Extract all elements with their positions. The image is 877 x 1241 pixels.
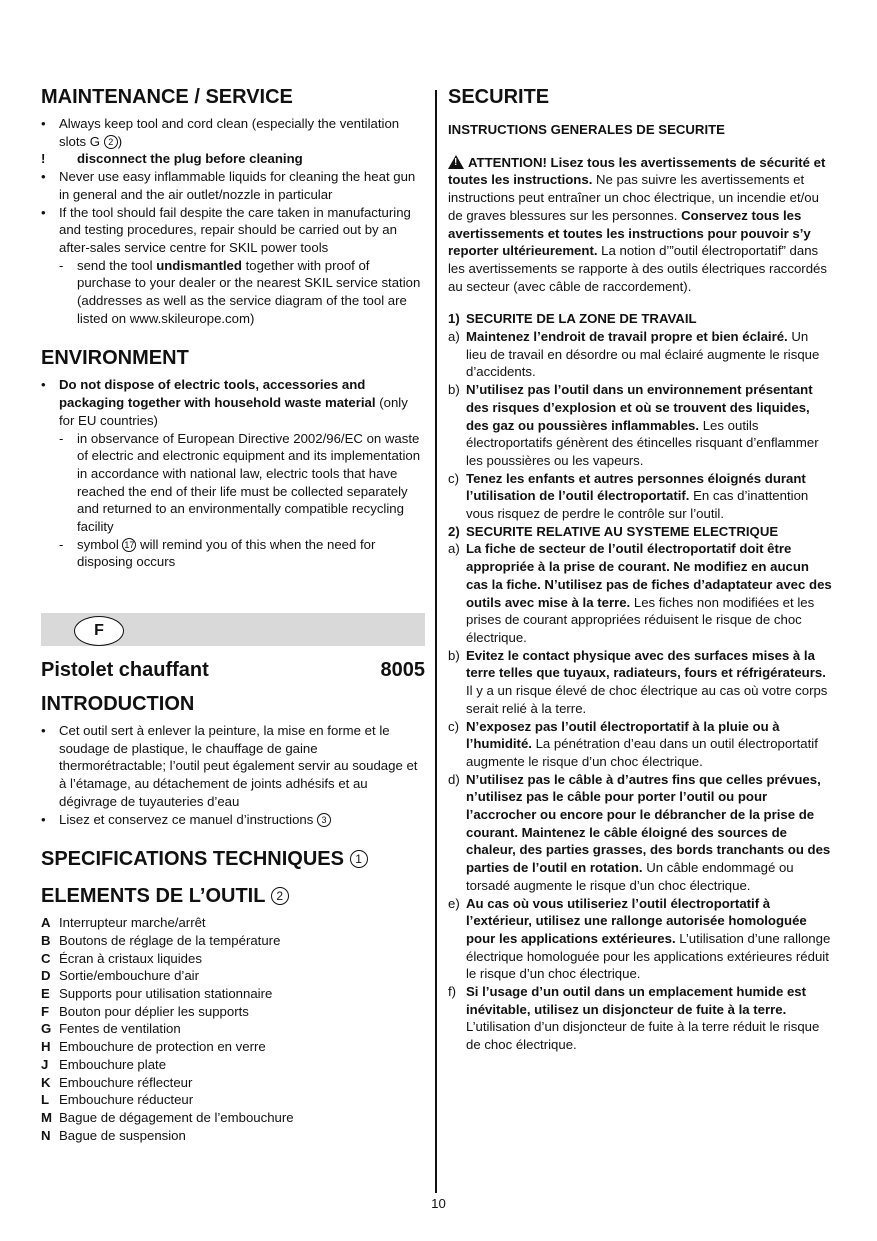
environment-sub-1: - in observance of European Directive 2002/96/EC on waste of electric and electronic equipment and its implementation in accordance with national law, electric tools that have reached the end of their life must be collected separately and returned to an environmentally compatible recycling facility xyxy=(59,430,421,535)
element-label: Bague de suspension xyxy=(59,1127,186,1143)
section-1-heading: 1) SECURITE DE LA ZONE DE TRAVAIL xyxy=(448,311,697,327)
element-key: D xyxy=(41,968,51,984)
elements-title: ELEMENTS DE L’OUTIL 2 xyxy=(41,882,425,910)
environment-bullet-1: • Do not dispose of electric tools, accessories and packaging together with household waste material (only for EU countries) xyxy=(41,377,408,428)
element-item xyxy=(41,1038,425,1056)
maintenance-title: MAINTENANCE / SERVICE xyxy=(41,86,293,108)
environment-sub-2: - symbol 17 will remind you of this when the need for disposing occurs xyxy=(59,536,376,570)
securite-title: SECURITE xyxy=(448,86,550,108)
element-item xyxy=(41,932,425,950)
element-item xyxy=(41,1056,425,1074)
language-bar xyxy=(41,613,425,646)
element-label: Interrupteur marche/arrêt xyxy=(59,915,206,931)
maintenance-sub-1: - send the tool undismantled together with proof of purchase to your dealer or the nearest SKIL service station (addresses as well as the service diagram of the tool are listed on www.skileurope.com) xyxy=(59,257,421,326)
specs-title: SPECIFICATIONS TECHNIQUES 1 xyxy=(41,845,425,873)
element-item xyxy=(41,950,425,968)
element-key: F xyxy=(41,1003,50,1019)
section-2-item-b: b) Evitez le contact physique avec des surfaces mises à la terre telles que tuyaux, radiateurs, fours et réfrigérateurs. Il y a un risque élevé de choc électrique au cas où votre corps serait relié à la terre. xyxy=(448,647,828,716)
section-2-item-a: a) La fiche de secteur de l’outil électroportatif doit être appropriée à la prise de courant. Ne modifiez en aucun cas la fiche. N’utilisez pas de fiches d’adaptateur avec des outils avec mise à la terre. Les fiches non modifiées et les prises de courant appropriées réduisent le risque de choc électrique. xyxy=(448,541,832,645)
product-title xyxy=(41,656,425,684)
section-2-item-c: c) N’exposez pas l’outil électroportatif à la pluie ou à l’humidité. La pénétration d’eau dans un outil électroportatif augmente le risque d’un choc électrique. xyxy=(448,718,818,769)
element-label: Supports pour utilisation stationnaire xyxy=(59,986,273,1002)
environment-title: ENVIRONMENT xyxy=(41,347,189,370)
element-item xyxy=(41,1003,425,1021)
product-name: Pistolet chauffant xyxy=(41,659,209,681)
element-key: C xyxy=(41,950,51,966)
element-item xyxy=(41,914,425,932)
element-key: H xyxy=(41,1039,51,1055)
maintenance-bullet-1: • Always keep tool and cord clean (especially the ventilation slots G 2 ) xyxy=(41,116,400,149)
introduction-bullet-1: • Cet outil sert à enlever la peinture, la mise en forme et le soudage de plastique, le chauffage de gaine thermorétractable; l’outil peut également servir au soudage et à l’étamage, au détachement de joints adhésifs et au dégivrage de tuyauteries d’eau xyxy=(41,723,418,809)
element-key: B xyxy=(41,932,51,948)
attention-paragraph: !ATTENTION! Lisez tous les avertissements de sécurité et toutes les instructions. Ne pas suivre les avertissements et instructions peut entraîner un choc électrique, un incendie et/ou de graves blessures sur les personnes. Conservez tous les avertissements et toutes les instructions pour pouvoir s’y reporter ultérieurement. La notion d’”outil électroportatif” dans les avertissements se rapporte à des outils électriques raccordés au secteur (avec câble de raccordement). xyxy=(448,154,832,296)
element-item xyxy=(41,967,425,985)
product-model: 8005 xyxy=(380,659,425,681)
ref-17-icon: 17 xyxy=(124,539,135,550)
left-column-bottom xyxy=(41,690,425,1144)
element-label: Embouchure réducteur xyxy=(59,1092,194,1108)
section-2-item-f: f) Si l’usage d’un outil dans un emplacement humide est inévitable, utilisez un disjoncteur de fuite à la terre. L’utilisation d’un disjoncteur de fuite à la terre réduit le risque de choc électrique. xyxy=(448,984,820,1053)
element-key: E xyxy=(41,986,50,1002)
maintenance-bullet-2: • Never use easy inflammable liquids for cleaning the heat gun in general and the air outlet/nozzle in particular xyxy=(41,169,416,202)
element-item xyxy=(41,1109,425,1127)
column-divider xyxy=(435,90,437,1193)
ref-2-icon: 2 xyxy=(271,887,289,905)
introduction-bullet-2: • Lisez et conservez ce manuel d’instructions 3 xyxy=(41,811,425,829)
element-key: M xyxy=(41,1109,52,1125)
element-item xyxy=(41,1074,425,1092)
maintenance-bullet-3: • If the tool should fail despite the care taken in manufacturing and testing procedures, repair should be carried out by an after-sales service centre for SKIL power tools xyxy=(41,204,411,255)
elements-list xyxy=(41,914,425,1144)
ref-3-icon: 3 xyxy=(317,813,331,827)
element-label: Embouchure de protection en verre xyxy=(59,1039,266,1055)
page-number: 10 xyxy=(431,1196,446,1211)
element-label: Embouchure réflecteur xyxy=(59,1074,193,1090)
section-2-item-d: d) N’utilisez pas le câble à d’autres fins que celles prévues, n’utilisez pas le câble pour porter l’outil ou pour l’accrocher ou encore pour le débrancher de la prise de courant. Maintenez le câble éloigné des sources de chaleur, des parties grasses, des bords tranchants ou des parties de l’outil en rotation. Un câble endommagé ou torsadé augmente le risque d’un choc électrique. xyxy=(448,771,831,893)
element-key: K xyxy=(41,1074,51,1090)
warning-icon xyxy=(448,155,464,169)
left-column-top xyxy=(41,83,425,571)
securite-subtitle: INSTRUCTIONS GENERALES DE SECURITE xyxy=(448,122,725,137)
language-badge: F xyxy=(74,616,124,646)
ref-1-icon: 1 xyxy=(350,850,368,868)
element-label: Écran à cristaux liquides xyxy=(59,950,202,966)
element-key: L xyxy=(41,1092,50,1108)
section-1-item-b: b) N’utilisez pas l’outil dans un environnement présentant des risques d’explosion et où se trouvent des liquides, des gaz ou poussières inflammables. Les outils électroportatifs génèrent des étincelles risquant d’enflammer les poussières ou les vapeurs. xyxy=(448,382,819,468)
section-2-item-e: e) Au cas où vous utiliseriez l’outil électroportatif à l’extérieur, utilisez une rallonge autorisée homologuée pour les applications extérieures. L’utilisation d’une rallonge électrique homologuée pour les applications extérieures réduit le risque d’un choc électrique. xyxy=(448,895,831,982)
right-column xyxy=(448,83,832,1054)
element-label: Bouton pour déplier les supports xyxy=(59,1003,249,1019)
element-item xyxy=(41,1127,425,1145)
section-1-item-c: c) Tenez les enfants et autres personnes éloignés durant l’utilisation de l’outil électroportatif. En cas d’inattention vous risquez de perdre le contrôle sur l’outil. xyxy=(448,470,809,522)
element-item xyxy=(41,1020,425,1038)
element-label: Boutons de réglage de la température xyxy=(59,932,281,948)
section-2-heading: 2) SECURITE RELATIVE AU SYSTEME ELECTRIQUE xyxy=(448,523,779,539)
element-key: A xyxy=(41,915,51,931)
element-item xyxy=(41,985,425,1003)
element-label: Bague de dégagement de l’embouchure xyxy=(59,1109,294,1125)
section-1-item-a: a) Maintenez l’endroit de travail propre et bien éclairé. Un lieu de travail en désordre ou mal éclairé augmente le risque d’accidents. xyxy=(448,329,820,380)
introduction-title: INTRODUCTION xyxy=(41,693,195,715)
ref-2-icon: 2 xyxy=(104,135,118,149)
element-item xyxy=(41,1091,425,1109)
element-key: G xyxy=(41,1021,52,1037)
maintenance-warning: ! disconnect the plug before cleaning xyxy=(41,151,303,167)
element-label: Embouchure plate xyxy=(59,1056,167,1072)
element-label: Sortie/embouchure d’air xyxy=(59,968,200,984)
element-label: Fentes de ventilation xyxy=(59,1021,181,1037)
element-key: J xyxy=(41,1056,49,1072)
element-key: N xyxy=(41,1127,51,1143)
